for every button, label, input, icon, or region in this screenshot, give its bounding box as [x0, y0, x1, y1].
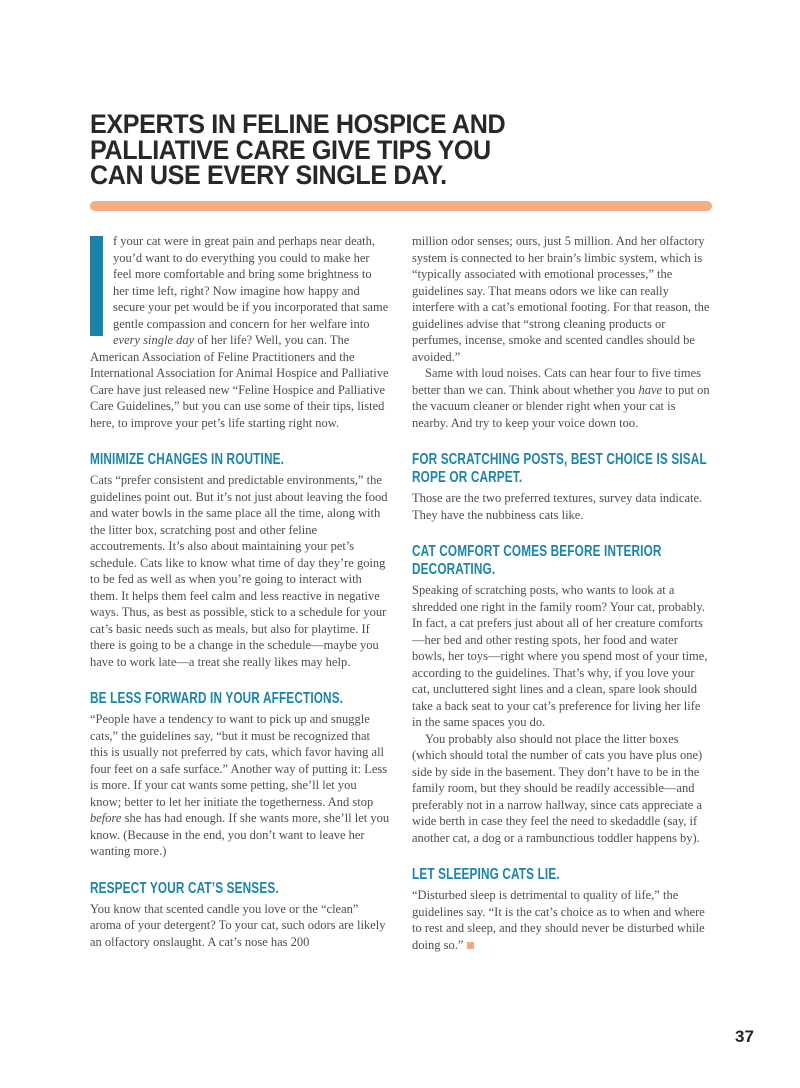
continuation-paragraph: million odor senses; ours, just 5 million. And her olfactory system is connected to her brain’s limbic system, which is “typically associated with emotional processes,” the guidelines say. That means odors we like can really interfere with a cat’s emotional footing. For that reason, the guidelines advise that “strong cleaning products or perfumes, incense, smoke and scented candles should be avoided.”: [412, 234, 710, 364]
headline-line-2: PALLIATIVE CARE GIVE TIPS YOU: [90, 134, 491, 165]
section-paragraph: Those are the two preferred textures, survey data indicate. They have the nubbiness cats like.: [412, 491, 703, 522]
section-be-less-forward: [90, 690, 390, 860]
section-paragraph: [90, 711, 390, 860]
left-column: [90, 233, 390, 953]
paragraph-segment: “People have a tendency to want to pick up and snuggle cats,” the guidelines say, “but it must be recognized that this is usually not preferred by cats, which favor having all four feet on a safe surface.” Another way of putting it: Less is more. If your cat wants some petting, she’ll let you know; better to let her initiate the togetherness. And stop: [90, 712, 388, 809]
section-heading: [412, 451, 712, 487]
paragraph-segment: to put on the vacuum cleaner or blender right when your cat is nearby. And try to keep your voice down too.: [412, 382, 710, 430]
dropcap-letter-i: [90, 236, 103, 336]
headline-line-3: CAN USE EVERY SINGLE DAY.: [90, 160, 447, 190]
intro-text-segment: f your cat were in great pain and perhaps near death, you’d want to do everything you could to make her feel more comfortable and bring some brightness to her time left, right? Now imagine how happy and secure your pet would be if you incorporated that same gentle compassion and concern for her welfare into: [113, 234, 389, 331]
section-paragraph: [412, 887, 712, 953]
section-heading: [412, 543, 712, 579]
right-column: [412, 233, 712, 953]
section-heading: [90, 880, 390, 898]
paragraph-segment: she has had enough. If she wants more, she’ll let you know. (Because in the end, you don’t want to leave her wanting more.): [90, 811, 390, 858]
section-heading: [90, 690, 390, 708]
section-heading-line: CAT COMFORT COMES BEFORE INTERIOR: [412, 543, 662, 560]
article-end-mark-icon: [467, 942, 474, 949]
article-headline: [90, 109, 536, 190]
intro-text-segment: of her life? Well, you can. The American Association of Feline Practitioners and the International Association for Animal Hospice and Palliative Care have just released new “Feline Hospice and Palliative Care Guidelines,” but you can use some of their tips, listed here, to improve your pet’s life starting right now.: [90, 333, 389, 430]
section-let-sleeping-cats-lie: [412, 866, 712, 953]
section-heading-line: BE LESS FORWARD IN YOUR AFFECTIONS.: [90, 690, 344, 707]
intro-italic-phrase: every single day: [113, 333, 195, 347]
section-scratching-posts: [412, 451, 712, 523]
section-heading: [412, 866, 712, 884]
paragraph-italic-word: have: [638, 382, 663, 397]
section-heading-line: LET SLEEPING CATS LIE.: [412, 866, 560, 883]
section-paragraph: You probably also should not place the litter boxes (which should total the number of cats you have plus one) side by side in the basement. They don’t have to be in the family room, but they should be readily accessible—and preferably not in a narrow hallway, since cats appreciate a wide berth in case they feel the need to skedaddle (say, if another cat, a dog or a rambunctious toddler happens by).: [412, 731, 703, 845]
paragraph-segment: “Disturbed sleep is detrimental to quality of life,” the guidelines say. “It is the cat’s choice as to when and where to rest and sleep, and they should never be disturbed while doing so.”: [412, 888, 705, 952]
paragraph-segment: Same with loud noises. Cats can hear four to five times better than we can. Think about whether you: [412, 366, 701, 397]
section-respect-senses: [90, 880, 390, 951]
page-number: 37: [735, 1027, 754, 1046]
section-heading: [90, 451, 390, 469]
section-heading-line: RESPECT YOUR CAT’S SENSES.: [90, 879, 279, 897]
section-heading-line: FOR SCRATCHING POSTS, BEST CHOICE IS SISAL: [412, 451, 707, 468]
headline-line-1: EXPERTS IN FELINE HOSPICE AND: [90, 109, 506, 139]
section-heading-line: DECORATING.: [412, 561, 496, 578]
section-paragraph: Cats “prefer consistent and predictable environments,” the guidelines point out. But it’s not just about leaving the food and water bowls in the same place all the time, along with the litter box, scratching post and other feline accoutrements. It’s also about maintaining your pet’s schedule. Cats like to know what time of day they’re going to be fed as well as when you’re going to interact with them. It helps them feel calm and less reactive in negative ways. Thus, as best as possible, stick to a schedule for your cat’s basic needs such as meals, but also for playtime. If there is going to be a change in the schedule—maybe you have to work late—a treat she really likes may help.: [90, 473, 388, 669]
section-paragraph: Speaking of scratching posts, who wants to look at a shredded one right in the family room? Your cat, probably. In fact, a cat prefers just about all of her creature comforts—her bed and other resting spots, her food and water bowls, her toys—right where you spend most of your time, according to the guidelines. That’s why, if you love your cat, uncluttered sight lines and a clean, spare look should take a back seat to your cat’s preference for living her life in the same spaces you do.: [412, 583, 708, 729]
article-columns: [90, 233, 712, 953]
continuation-paragraph: [412, 365, 712, 431]
intro-paragraph: [90, 233, 390, 431]
section-heading-line: MINIMIZE CHANGES IN ROUTINE.: [90, 451, 285, 468]
section-minimize-changes-in-routine: [90, 451, 390, 670]
section-cat-comfort: [412, 543, 712, 846]
paragraph-italic-word: before: [90, 811, 122, 825]
section-paragraph: You know that scented candle you love or the “clean” aroma of your detergent? To your cat, such odors are likely an olfactory onslaught. A cat’s nose has 200: [90, 901, 386, 949]
accent-divider-bar: [90, 201, 712, 211]
section-heading-line: ROPE OR CARPET.: [412, 469, 523, 486]
